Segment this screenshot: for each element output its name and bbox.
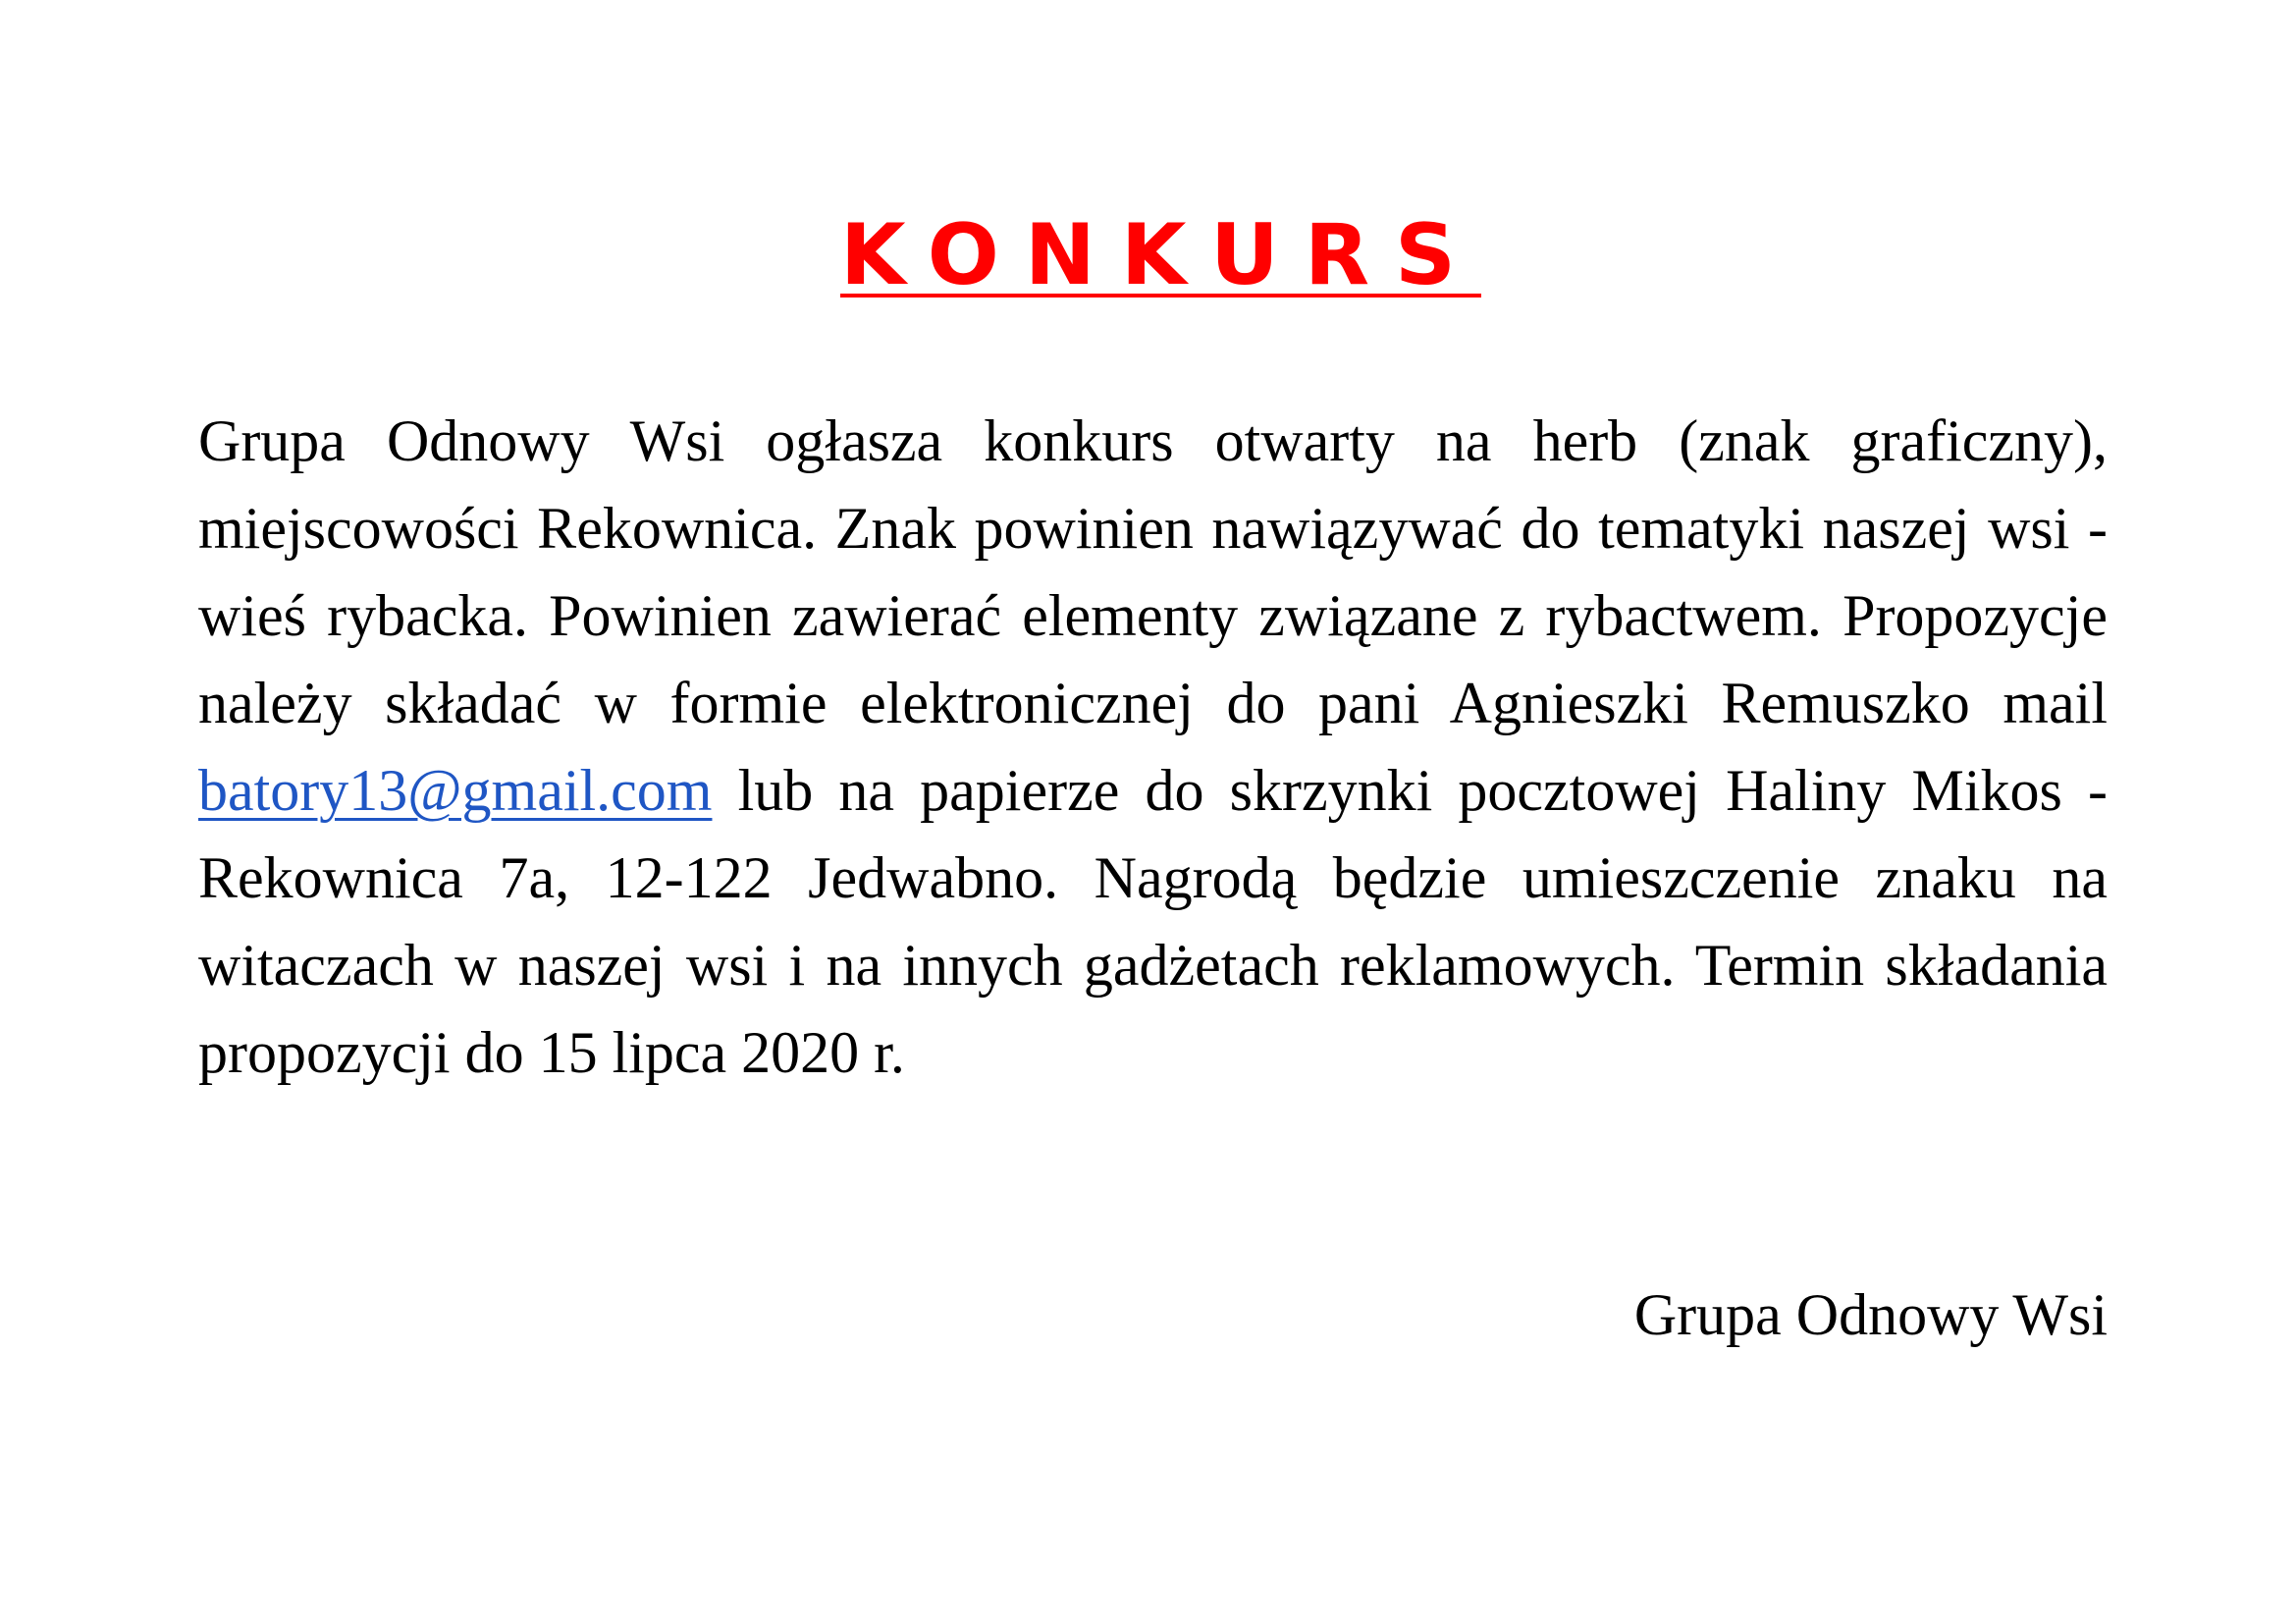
- email-link[interactable]: batory13@gmail.com: [198, 758, 713, 823]
- title-text: KONKURS: [840, 206, 1481, 304]
- signature: Grupa Odnowy Wsi: [1633, 1282, 2108, 1347]
- paragraph-text-after-email: lub na papierze do skrzynki pocztowej Haliny Mikos - Rekownica 7a, 12-122 Jedwabno. Nagrodą będzie umieszczenie znaku na witaczach w naszej wsi i na innych gadżetach reklamowych. Termin składania propozycji do 15 lipca 2020 r.: [198, 758, 2108, 1085]
- paragraph-text-before-email: Grupa Odnowy Wsi ogłasza konkurs otwarty na herb (znak graficzny), miejscowości Rekownica. Znak powinien nawiązywać do tematyki naszej wsi - wieś rybacka. Powinien zawierać elementy związane z rybactwem. Propozycje należy składać w formie elektronicznej do pani Agnieszki Remuszko mail: [198, 408, 2108, 735]
- announcement-paragraph: [198, 398, 2108, 1097]
- title-heading: [0, 206, 2296, 304]
